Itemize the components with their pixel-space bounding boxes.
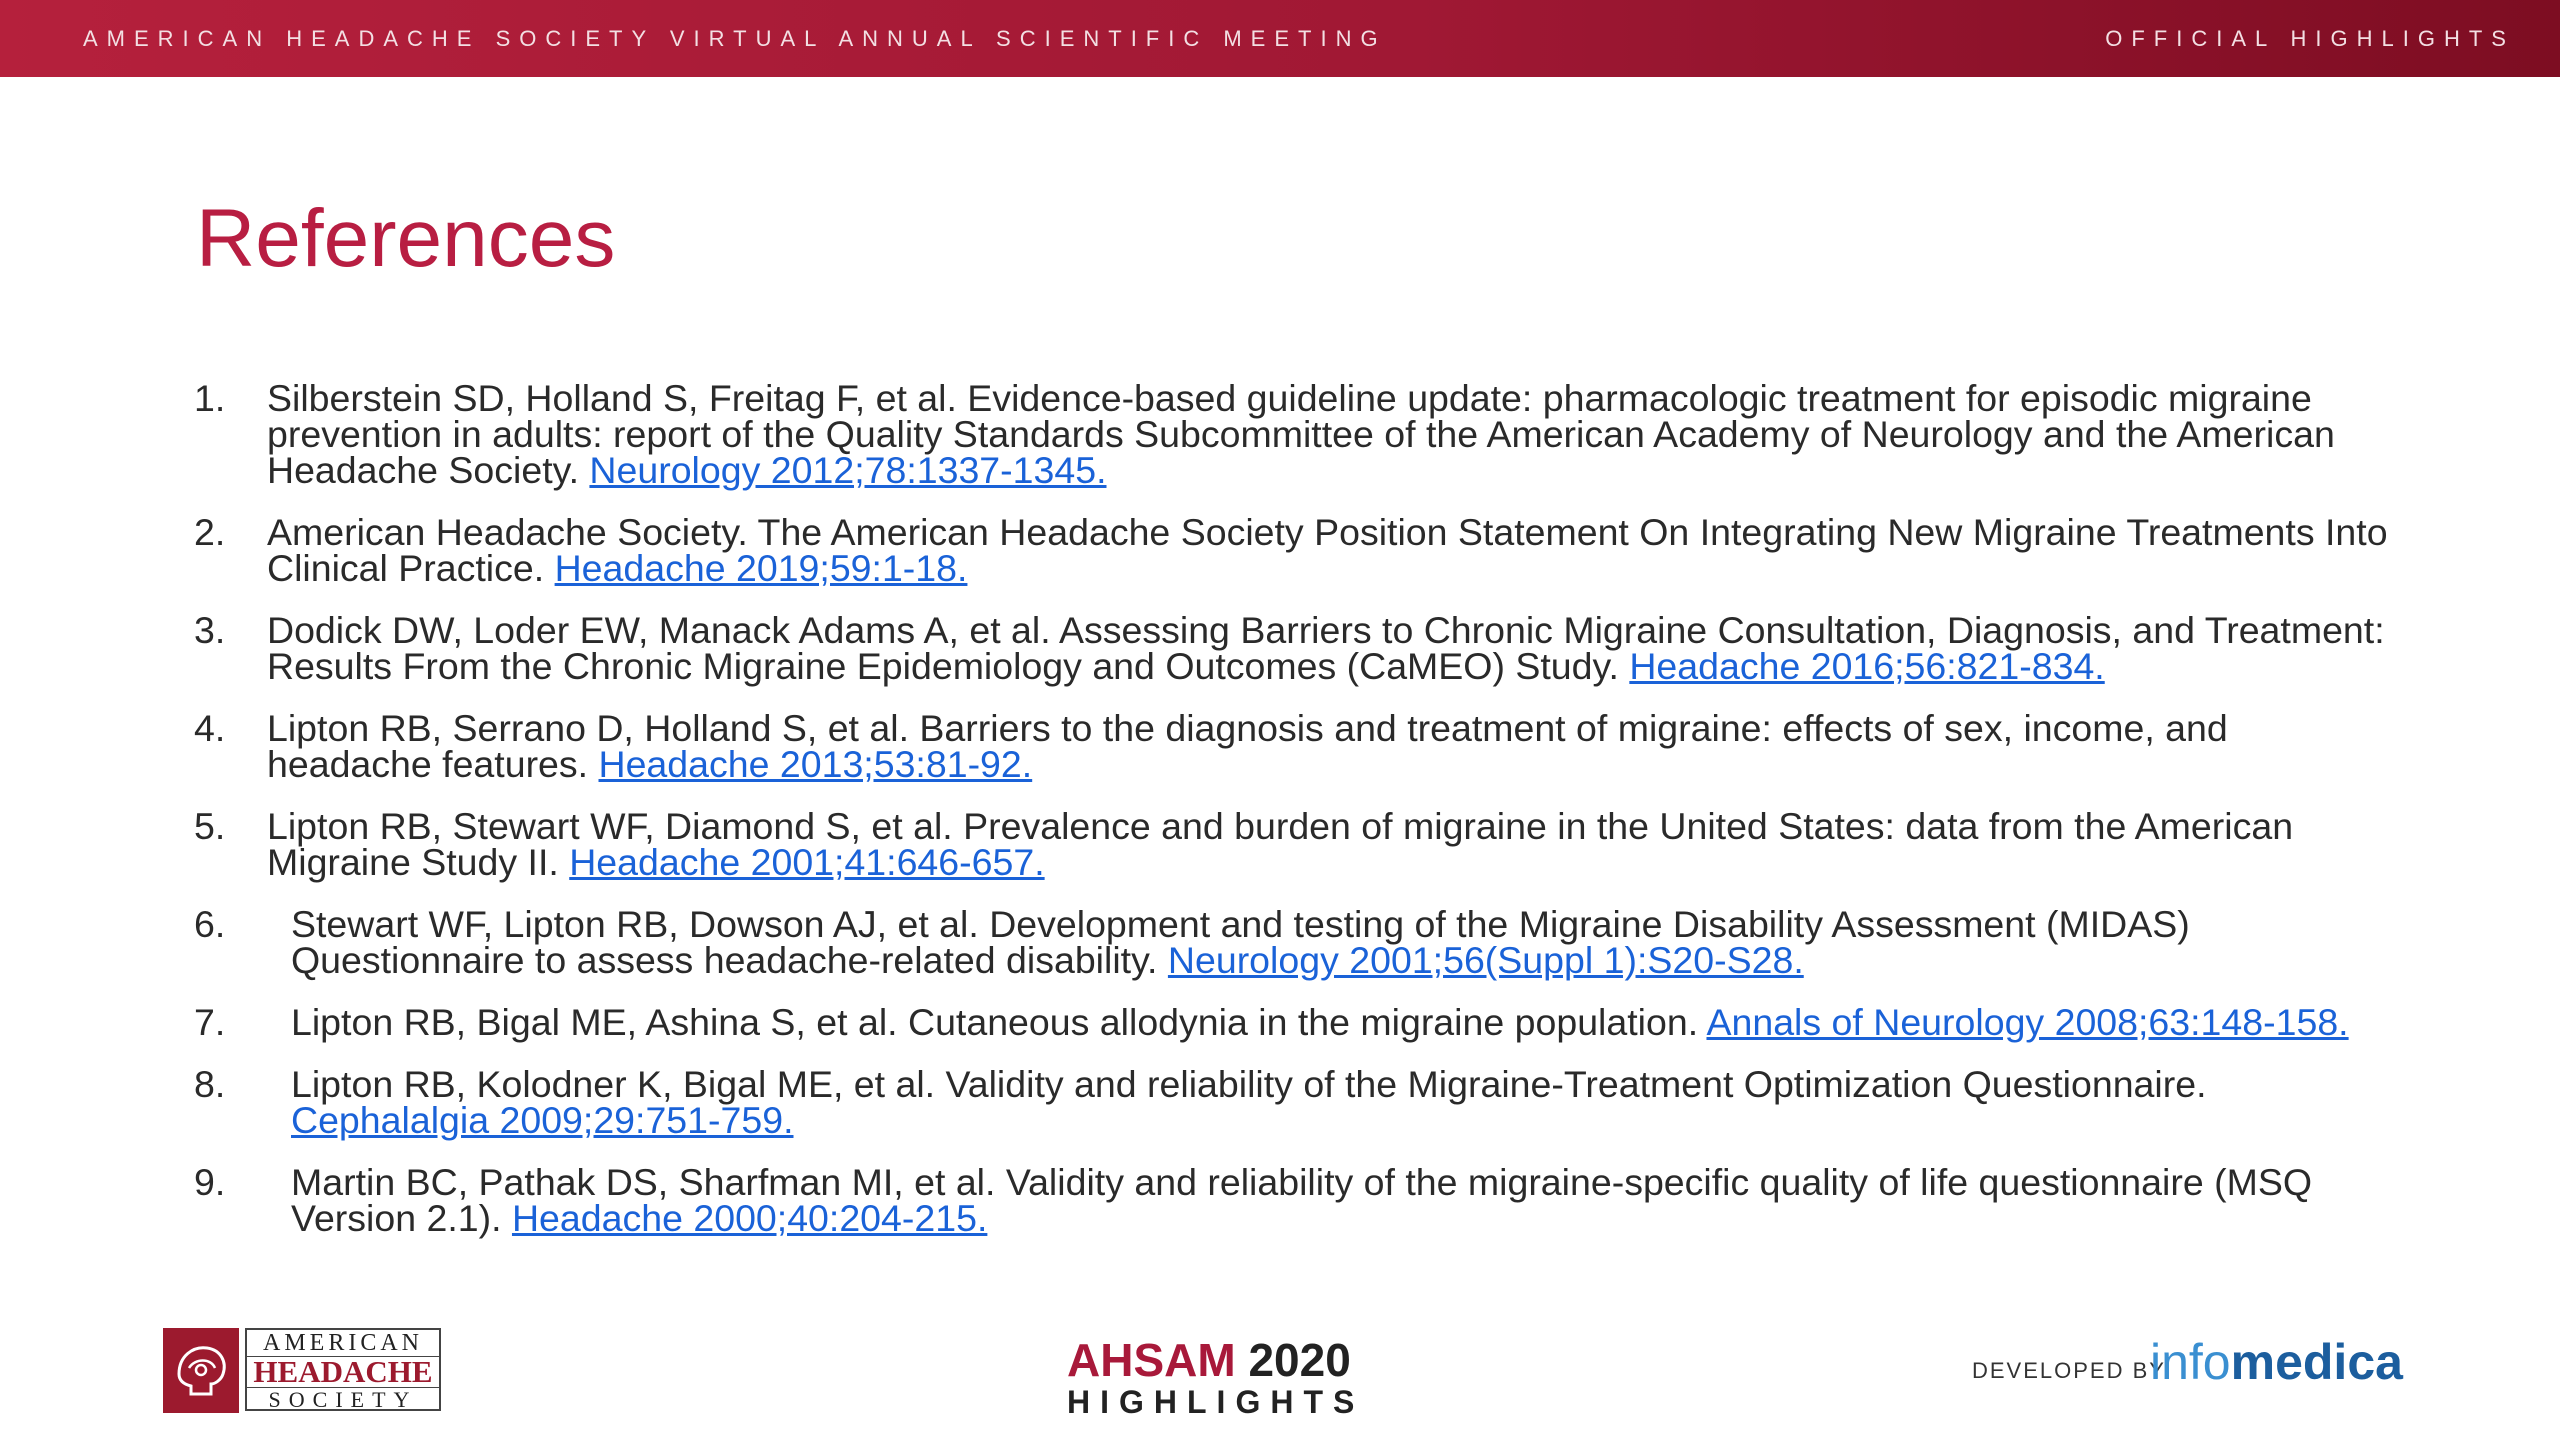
footer bbox=[0, 1320, 2560, 1420]
ahs-line-3: SOCIETY bbox=[268, 1387, 418, 1412]
reference-number: 3. bbox=[194, 609, 226, 651]
ahs-logo bbox=[163, 1328, 443, 1413]
reference-list bbox=[194, 377, 2394, 1262]
reference-link[interactable]: Headache 2000;40:204-215. bbox=[511, 1197, 988, 1239]
ahs-wordmark bbox=[245, 1328, 441, 1411]
official-highlights-label: OFFICIAL HIGHLIGHTS bbox=[2105, 26, 2515, 51]
reference-text: Lipton RB, Bigal ME, Ashina S, et al. Cutaneous allodynia in the migraine population. bbox=[291, 1001, 1707, 1043]
reference-number: 2. bbox=[194, 511, 226, 553]
meeting-title: AMERICAN HEADACHE SOCIETY VIRTUAL ANNUAL SCIENTIFIC MEETING bbox=[83, 26, 1387, 51]
ahsam-subtitle: HIGHLIGHTS bbox=[1067, 1384, 1365, 1420]
head-emblem-icon bbox=[163, 1328, 239, 1413]
reference-link[interactable]: Annals of Neurology 2008;63:148-158. bbox=[1706, 1001, 2349, 1043]
infomedica-part-1: info bbox=[2150, 1334, 2231, 1390]
reference-link[interactable]: Neurology 2012;78:1337-1345. bbox=[589, 449, 1107, 491]
reference-link[interactable]: Neurology 2001;56(Suppl 1):S20-S28. bbox=[1167, 939, 1804, 981]
reference-number: 6. bbox=[194, 903, 226, 945]
reference-link[interactable]: Headache 2019;59:1-18. bbox=[554, 547, 968, 589]
ahsam-title bbox=[1067, 1336, 1367, 1384]
header-bar bbox=[0, 0, 2560, 77]
reference-link[interactable]: Headache 2001;41:646-657. bbox=[569, 841, 1045, 883]
reference-text: Martin BC, Pathak DS, Sharfman MI, et al. Validity and reliability of the migraine-specific quality of life questionnaire (MSQ Version 2.1). bbox=[291, 1161, 2313, 1239]
reference-text: Stewart WF, Lipton RB, Dowson AJ, et al. Development and testing of the Migraine Disability Assessment (MIDAS) Questionnaire to assess headache-related disability. bbox=[291, 903, 2190, 981]
reference-item bbox=[194, 377, 2394, 491]
reference-item bbox=[194, 1063, 2394, 1141]
infomedica-part-2: medica bbox=[2230, 1334, 2403, 1390]
reference-number: 7. bbox=[194, 1001, 226, 1043]
developed-by-label: DEVELOPED BY bbox=[1972, 1358, 2166, 1383]
reference-item bbox=[194, 903, 2394, 981]
page-title: References bbox=[196, 193, 616, 284]
reference-number: 1. bbox=[194, 377, 226, 419]
ahsam-brand: AHSAM bbox=[1067, 1334, 1236, 1386]
reference-item bbox=[194, 511, 2394, 589]
ahsam-year: 2020 bbox=[1248, 1334, 1351, 1386]
reference-text: Lipton RB, Kolodner K, Bigal ME, et al. Validity and reliability of the Migraine-Treatment Optimization Questionnaire. bbox=[291, 1063, 2207, 1105]
reference-number: 9. bbox=[194, 1161, 226, 1203]
reference-number: 8. bbox=[194, 1063, 226, 1105]
reference-item bbox=[194, 707, 2394, 785]
ahs-line-2: HEADACHE bbox=[247, 1357, 439, 1388]
reference-item bbox=[194, 1161, 2394, 1239]
reference-link[interactable]: Cephalalgia 2009;29:751-759. bbox=[291, 1099, 794, 1141]
reference-link[interactable]: Headache 2013;53:81-92. bbox=[598, 743, 1033, 785]
reference-number: 5. bbox=[194, 805, 226, 847]
reference-text: Silberstein SD, Holland S, Freitag F, et al. Evidence-based guideline update: pharmacologic treatment for episodic migraine prevention in adults: report of the Quality Standards Subcommittee of the American Academy of Neurology and the American Headache Society. bbox=[267, 377, 2335, 491]
reference-text: American Headache Society. The American Headache Society Position Statement On Integrating New Migraine Treatments Into Clinical Practice. bbox=[267, 511, 2388, 589]
reference-item bbox=[194, 1001, 2394, 1043]
reference-text: Dodick DW, Loder EW, Manack Adams A, et al. Assessing Barriers to Chronic Migraine Consultation, Diagnosis, and Treatment: Results From the Chronic Migraine Epidemiology and Outcomes (CaMEO) Study. bbox=[267, 609, 2385, 687]
reference-text: Lipton RB, Stewart WF, Diamond S, et al. Prevalence and burden of migraine in the United States: data from the American Migraine Study II. bbox=[267, 805, 2294, 883]
ahsam-logo bbox=[1067, 1336, 1367, 1420]
ahs-line-1: AMERICAN bbox=[247, 1330, 439, 1357]
reference-item bbox=[194, 609, 2394, 687]
infomedica-logo bbox=[2150, 1332, 2403, 1392]
reference-number: 4. bbox=[194, 707, 226, 749]
reference-item bbox=[194, 805, 2394, 883]
reference-link[interactable]: Headache 2016;56:821-834. bbox=[1629, 645, 2105, 687]
reference-text: Lipton RB, Serrano D, Holland S, et al. Barriers to the diagnosis and treatment of migraine: effects of sex, income, and headache features. bbox=[267, 707, 2228, 785]
